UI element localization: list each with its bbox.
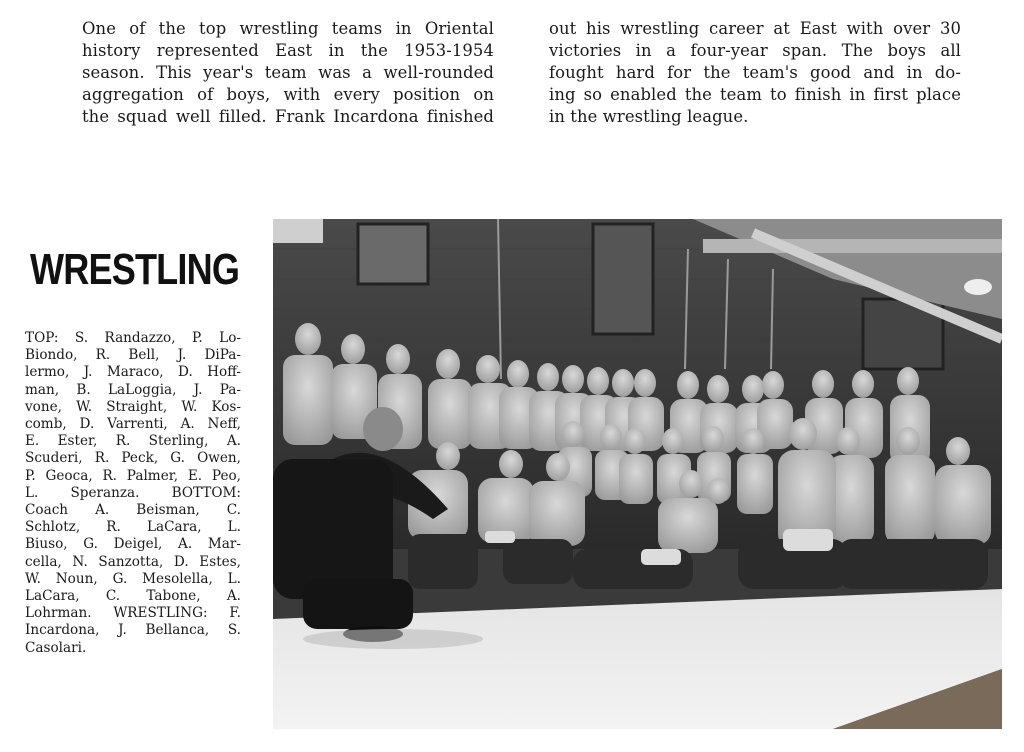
caption-line: Incardona, J. Bellanca, S. [25, 622, 241, 639]
caption-line: TOP: S. Randazzo, P. Lo- [25, 330, 241, 346]
team-photo [273, 219, 1002, 729]
intro-line: the squad well filled. Frank Incardona finished [82, 107, 494, 126]
caption-line: Biuso, G. Deigel, A. Mar- [25, 536, 241, 553]
caption-line: lermo, J. Maraco, D. Hoff- [25, 364, 241, 381]
caption-line: comb, D. Varrenti, A. Neff, [25, 416, 241, 433]
caption-line: Coach A. Beisman, C. [25, 502, 241, 519]
gym-window [358, 224, 428, 284]
caption-line: vone, W. Straight, W. Kos- [25, 398, 241, 415]
photo-caption [25, 330, 241, 657]
gym-window [593, 224, 653, 334]
intro-line: One of the top wrestling teams in Oriental [82, 19, 494, 38]
caption-line: Lohrman. WRESTLING: F. [25, 605, 241, 622]
intro-line: victories in a four-year span. The boys all [549, 41, 961, 60]
caption-line: Schlotz, R. LaCara, L. [25, 519, 241, 536]
intro-line: aggregation of boys, with every position on [82, 85, 494, 104]
intro-line: season. This year's team was a well-rounded [82, 63, 494, 82]
intro-paragraph-left [82, 18, 494, 128]
caption-line: L. Speranza. BOTTOM: [25, 484, 241, 501]
caption-line: E. Ester, R. Sterling, A. [25, 433, 241, 450]
intro-line: ing so enabled the team to finish in first place [549, 85, 961, 104]
caption-line: Biondo, R. Bell, J. DiPa- [25, 347, 241, 364]
caption-line: Scuderi, R. Peck, G. Owen, [25, 450, 241, 467]
caption-line: LaCara, C. Tabone, A. [25, 588, 241, 605]
intro-line: fought hard for the team's good and in do- [549, 63, 961, 82]
caption-line: Casolari. [25, 639, 87, 656]
intro-line: in the wrestling league. [549, 107, 749, 126]
caption-line: P. Geoca, R. Palmer, E. Peo, [25, 467, 241, 484]
caption-line: man, B. LaLoggia, J. Pa- [25, 381, 241, 398]
section-title: WRESTLING [30, 245, 240, 294]
intro-line: history represented East in the 1953-1954 [82, 41, 494, 60]
intro-line: out his wrestling career at East with over 30 [549, 19, 961, 38]
intro-paragraph-right [549, 18, 961, 128]
caption-line: W. Noun, G. Mesolella, L. [25, 570, 241, 587]
caption-line: cella, N. Sanzotta, D. Estes, [25, 553, 241, 570]
